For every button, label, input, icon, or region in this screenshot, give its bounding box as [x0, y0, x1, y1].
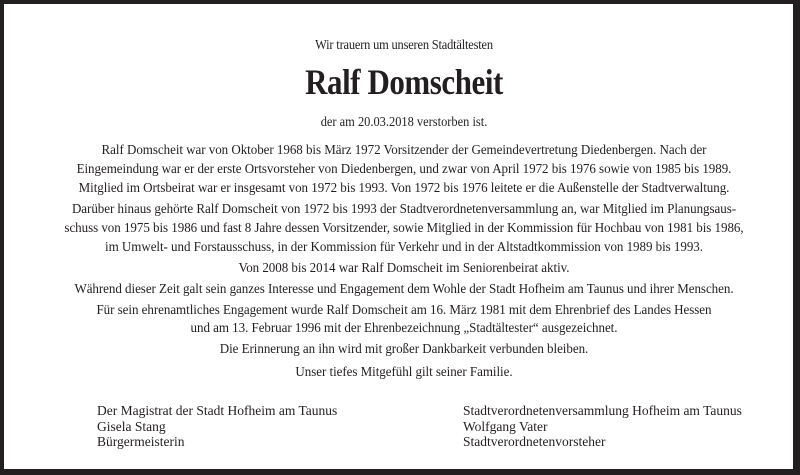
deceased-name: Ralf Domscheit	[305, 62, 503, 102]
paragraph-7-line-1: Unser tiefes Mitgefühl gilt seiner Familie.	[295, 365, 513, 380]
paragraph-6-line-1: Die Erinnerung an ihn wird mit großer Dankbarkeit verbunden bleiben.	[219, 342, 589, 357]
signature-right-person: Wolfgang Vater	[463, 418, 548, 434]
signature-left-organization: Der Magistrat der Stadt Hofheim am Taunus	[97, 403, 338, 418]
paragraph-1-line-1: Ralf Domscheit war von Oktober 1968 bis März 1972 Vorsitzender der Gemeindevertretung Diedenbergen. Nach der	[101, 143, 707, 158]
signature-right-role: Stadtverordnetenvorsteher	[463, 434, 606, 449]
signature-left-role: Bürgermeisterin	[97, 434, 185, 449]
signature-block-right	[463, 403, 742, 450]
paragraph-1-line-2: Eingemeindung war er der erste Ortsvorsteher von Diedenbergen, und zwar von April 1972 bis 1976 sowie von 1985 bis 1989.	[76, 162, 732, 177]
paragraph-5-line-1: Für sein ehrenamtliches Engagement wurde Ralf Domscheit am 16. März 1981 mit dem Ehrenbrief des Landes Hessen	[96, 303, 712, 318]
paragraph-3-line-1: Von 2008 bis 2014 war Ralf Domscheit im Seniorenbeirat aktiv.	[238, 261, 570, 276]
signature-block-left	[97, 403, 337, 450]
paragraph-2-line-2: schuss von 1975 bis 1986 und fast 8 Jahre dessen Vorsitzender, sowie Mitglied in der Kommission für Hochbau von 1981 bis 1986,	[64, 221, 744, 236]
paragraph-4-line-1: Während dieser Zeit galt sein ganzes Interesse und Engagement dem Wohle der Stadt Hofheim am Taunus und ihrer Menschen.	[74, 282, 734, 297]
intro-line: Wir trauern um unseren Stadtältesten	[315, 37, 493, 52]
signature-right-organization: Stadtverordnetenversammlung Hofheim am Taunus	[463, 403, 742, 418]
paragraph-5-line-2: und am 13. Februar 1996 mit der Ehrenbezeichnung „Stadtältester“ ausgezeichnet.	[190, 321, 618, 336]
paragraph-1-line-3: Mitglied im Ortsbeirat war er insgesamt von 1972 bis 1993. Von 1972 bis 1976 leitete er die Außenstelle der Stadtverwaltung.	[78, 181, 730, 196]
death-date-line: der am 20.03.2018 verstorben ist.	[320, 114, 488, 129]
signature-left-person: Gisela Stang	[97, 418, 166, 434]
paragraph-2-line-3: im Umwelt- und Forstausschuss, in der Kommission für Verkehr und in der Altstadtkommission von 1989 bis 1993.	[105, 240, 703, 255]
paragraph-2-line-1: Darüber hinaus gehörte Ralf Domscheit von 1972 bis 1993 der Stadtverordnetenversammlung an, war Mitglied im Planungsaus-	[71, 202, 737, 217]
